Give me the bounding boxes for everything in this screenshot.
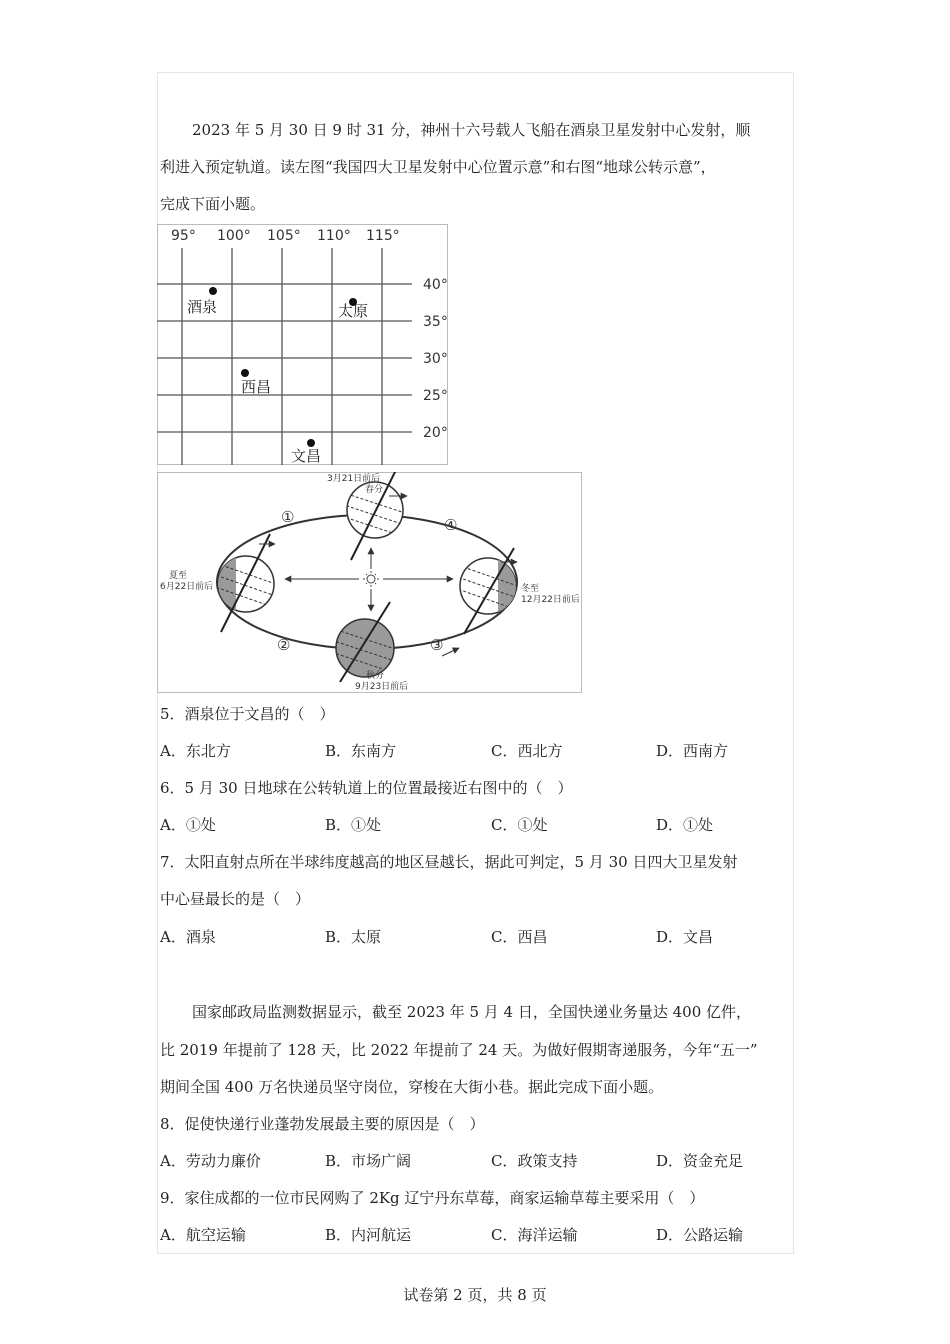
lon-label-100: 100° [217,228,251,244]
label-spring-date: 3月21日前后 [327,474,381,484]
q5-option-a: A．东北方 [160,742,231,760]
q6-stem: 6．5 月 30 日地球在公转轨道上的位置最接近右图中的（ ） [160,779,573,797]
passage2-line3: 期间全国 400 万名快递员坚守岗位，穿梭在大街小巷。据此完成下面小题。 [160,1078,664,1096]
page-footer: 试卷第 2 页，共 8 页 [403,1286,547,1304]
marker-3: ③ [430,636,444,654]
q7-stem-line2: 中心昼最长的是（ ） [160,890,311,908]
lon-label-95: 95° [171,228,196,244]
label-summer: 夏至 [169,571,188,581]
lat-label-20: 20° [423,425,448,441]
q8-option-c: C．政策支持 [491,1152,578,1170]
q8-option-d: D．资金充足 [656,1152,744,1170]
q9-option-d: D．公路运输 [656,1226,744,1244]
lat-label-30: 30° [423,351,448,367]
q9-option-c: C．海洋运输 [491,1226,578,1244]
q6-option-c: C．①处 [491,816,548,834]
lat-label-35: 35° [423,314,448,330]
wenchang-dot [307,439,315,447]
marker-1: ① [281,508,295,526]
label-autumn-date: 9月23日前后 [355,682,409,692]
q7-stem-line1: 7．太阳直射点所在半球纬度越高的地区昼越长，据此可判定，5 月 30 日四大卫星发射 [160,853,738,871]
jiuquan-dot [209,287,217,295]
q5-option-b: B．东南方 [325,742,397,760]
city-taiyuan: 太原 [338,302,369,320]
q8-stem: 8．促使快递行业蓬勃发展最主要的原因是（ ） [160,1115,485,1133]
city-wenchang: 文昌 [291,447,322,465]
marker-4: ④ [444,516,458,534]
passage1-line2: 利进入预定轨道。读左图“我国四大卫星发射中心位置示意”和右图“地球公转示意”， [160,158,716,176]
label-winter-date: 12月22日前后 [521,595,580,605]
q8-option-b: B．市场广阔 [325,1152,412,1170]
lon-label-115: 115° [366,228,400,244]
q9-option-a: A．航空运输 [160,1226,246,1244]
lat-label-40: 40° [423,277,448,293]
xichang-dot [241,369,249,377]
label-summer-date: 6月22日前后 [160,582,214,592]
q5-option-c: C．西北方 [491,742,563,760]
passage2-line2: 比 2019 年提前了 128 天，比 2022 年提前了 24 天。为做好假期寄递服务，今年“五一” [160,1041,758,1059]
q9-option-b: B．内河航运 [325,1226,412,1244]
q7-option-c: C．西昌 [491,928,548,946]
lon-label-110: 110° [317,228,351,244]
q8-option-a: A．劳动力廉价 [160,1152,261,1170]
label-spring: 春分 [365,485,384,495]
q7-option-b: B．太原 [325,928,382,946]
passage2-line1: 国家邮政局监测数据显示，截至 2023 年 5 月 4 日，全国快递业务量达 400 亿件， [192,1003,752,1021]
q6-option-b: B．①处 [325,816,382,834]
q9-stem: 9．家住成都的一位市民网购了 2Kg 辽宁丹东草莓，商家运输草莓主要采用（ ） [160,1189,705,1207]
city-jiuquan: 酒泉 [187,298,218,316]
q5-option-d: D．西南方 [656,742,729,760]
q7-option-a: A．酒泉 [160,928,216,946]
q6-option-d: D．①处 [656,816,714,834]
q7-option-d: D．文昌 [656,928,714,946]
label-winter: 冬至 [521,584,540,594]
q5-stem: 5．酒泉位于文昌的（ ） [160,705,335,723]
lat-label-25: 25° [423,388,448,404]
city-xichang: 西昌 [241,378,272,396]
marker-2: ② [277,636,291,654]
passage1-line3: 完成下面小题。 [160,195,266,213]
lon-label-105: 105° [267,228,301,244]
q6-option-a: A．①处 [160,816,216,834]
passage1-line1: 2023 年 5 月 30 日 9 时 31 分，神州十六号载人飞船在酒泉卫星发射中心发射，顺 [192,121,751,139]
label-autumn: 秋分 [366,671,385,681]
earth-revolution-diagram [157,472,582,693]
launch-center-map [157,224,449,466]
